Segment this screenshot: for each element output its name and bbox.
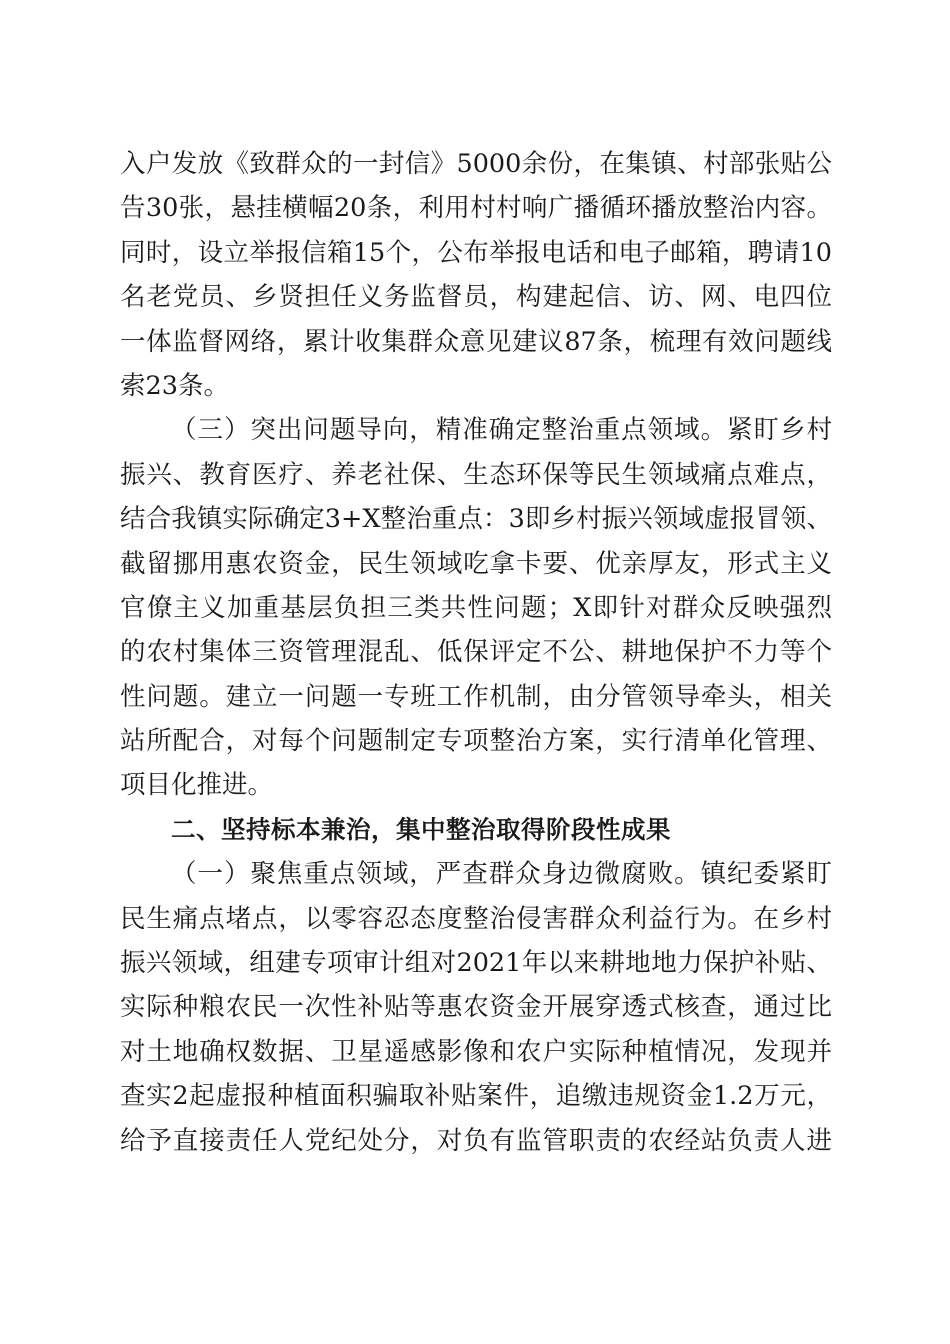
text-line: 民生痛点堵点，以零容忍态度整治侵害群众利益行为。在乡村: [120, 903, 832, 934]
text-line: 的农村集体三资管理混乱、低保评定不公、耕地保护不力等个: [120, 637, 832, 668]
text-line: 振兴、教育医疗、养老社保、生态环保等民生领域痛点难点，: [120, 459, 832, 490]
paragraph-letters-outreach: [120, 142, 832, 408]
text-line: 同时，设立举报信箱15个，公布举报电话和电子邮箱，聘请10: [120, 237, 832, 268]
text-line: （一）聚焦重点领域，严查群众身边微腐败。镇纪委紧盯: [171, 859, 832, 890]
text-line: 站所配合，对每个问题制定专项整治方案，实行清单化管理、: [120, 726, 832, 757]
text-line: 振兴领域，组建专项审计组对2021年以来耕地地力保护补贴、: [120, 948, 832, 979]
text-line: 对土地确权数据、卫星遥感影像和农户实际种植情况，发现并: [120, 1036, 832, 1067]
text-line: 项目化推进。: [120, 770, 274, 801]
text-line: 入户发放《致群众的一封信》5000余份，在集镇、村部张贴公: [120, 149, 832, 179]
text-line: 告30张，悬挂横幅20条，利用村村响广播循环播放整治内容。: [120, 193, 832, 224]
text-line: 实际种粮农民一次性补贴等惠农资金开展穿透式核查，通过比: [120, 992, 832, 1023]
text-line: 官僚主义加重基层负担三类共性问题；X即针对群众反映强烈: [120, 592, 832, 623]
text-line: 一体监督网络，累计收集群众意见建议87条，梳理有效问题线: [120, 326, 832, 357]
document-body: [120, 142, 832, 1163]
text-line: （三）突出问题导向，精准确定整治重点领域。紧盯乡村: [171, 415, 832, 446]
text-line: 截留挪用惠农资金，民生领域吃拿卡要、优亲厚友，形式主义: [120, 548, 832, 579]
text-line: 名老党员、乡贤担任义务监督员，构建起信、访、网、电四位: [120, 282, 832, 313]
paragraph-key-areas: [120, 852, 832, 1163]
section-heading: 二、坚持标本兼治，集中整治取得阶段性成果: [171, 814, 671, 844]
text-line: 结合我镇实际确定3+X整治重点：3即乡村振兴领域虚报冒领、: [120, 504, 832, 535]
text-line: 性问题。建立一问题一专班工作机制，由分管领导牵头，相关: [120, 681, 832, 712]
text-line: 索23条。: [120, 370, 229, 401]
paragraph-problem-orientation: [120, 408, 832, 808]
text-line: 查实2起虚报种植面积骗取补贴案件，追缴违规资金1.2万元，: [120, 1081, 832, 1112]
text-line: 给予直接责任人党纪处分，对负有监管职责的农经站负责人进: [120, 1125, 832, 1156]
